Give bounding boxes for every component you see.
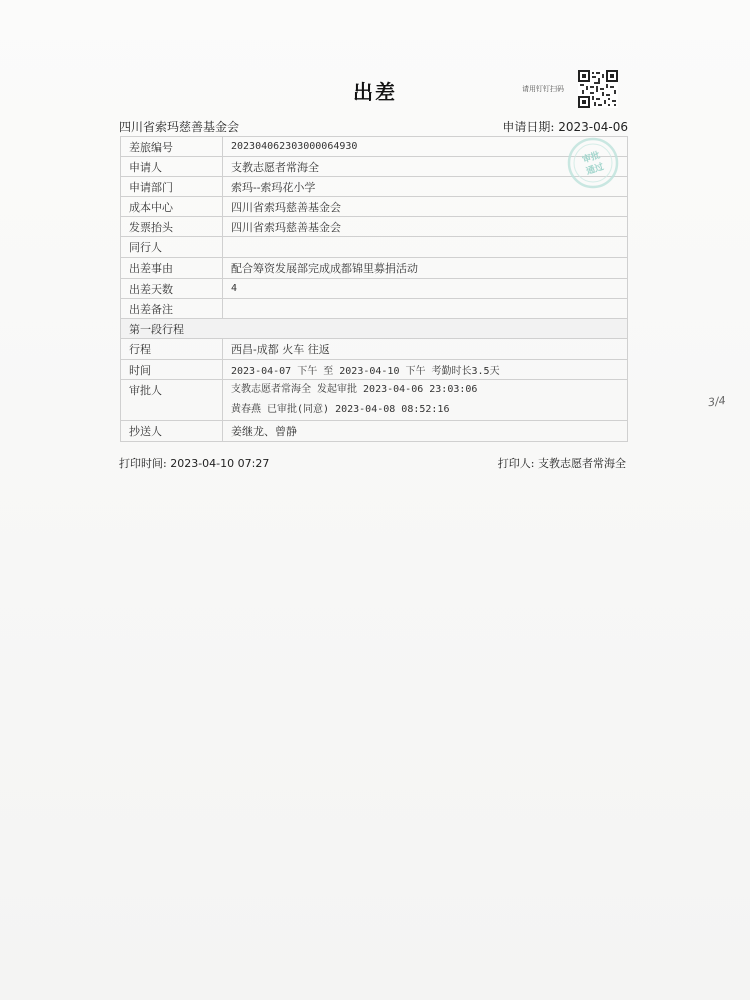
time-value: 2023-04-07 下午 至 2023-04-10 下午 考勤时长3.5天	[223, 360, 628, 380]
organization-name: 四川省索玛慈善基金会	[119, 120, 240, 134]
row-value: 索玛--索玛花小学	[223, 177, 628, 197]
table-row	[121, 258, 628, 279]
row-value	[223, 299, 628, 319]
table-row	[121, 421, 628, 442]
segment-title: 第一段行程	[121, 319, 628, 339]
table-row	[121, 217, 628, 237]
stamp-text-1: 审批	[581, 150, 602, 166]
qr-label: 请用钉钉扫码	[522, 85, 564, 93]
approver-line-1: 支教志愿者常海全 发起审批 2023-04-06 23:03:06	[231, 384, 478, 395]
approver-value	[223, 380, 628, 421]
table-row	[121, 137, 628, 157]
row-label: 出差备注	[121, 299, 223, 319]
row-value: 支教志愿者常海全	[223, 157, 628, 177]
row-value: 4	[223, 279, 628, 299]
print-time-label: 打印时间:	[119, 457, 167, 470]
print-time	[119, 455, 269, 471]
time-label: 时间	[121, 360, 223, 380]
table-row	[121, 339, 628, 360]
approved-stamp-icon	[562, 136, 622, 190]
row-value: 202304062303000064930	[223, 137, 628, 157]
table-row	[121, 279, 628, 299]
trip-value: 西昌-成都 火车 往返	[223, 339, 628, 360]
row-value: 四川省索玛慈善基金会	[223, 197, 628, 217]
document-title: 出差	[353, 80, 397, 104]
cc-value: 姜继龙、曾静	[223, 421, 628, 442]
printer-value: 支教志愿者常海全	[538, 457, 626, 470]
table-row	[121, 380, 628, 421]
travel-info-table	[120, 136, 628, 442]
segment-header-row	[121, 319, 628, 339]
printer-label: 打印人:	[497, 457, 535, 470]
row-value: 四川省索玛慈善基金会	[223, 217, 628, 237]
row-label: 申请部门	[121, 177, 223, 197]
row-label: 出差天数	[121, 279, 223, 299]
row-label: 出差事由	[121, 258, 223, 279]
table-row	[121, 360, 628, 380]
row-label: 同行人	[121, 237, 223, 258]
print-time-value: 2023-04-10 07:27	[170, 457, 270, 470]
cc-label: 抄送人	[121, 421, 223, 442]
table-row	[121, 177, 628, 197]
printer	[498, 455, 626, 471]
row-label: 差旅编号	[121, 137, 223, 157]
approver-label: 审批人	[121, 380, 223, 421]
trip-label: 行程	[121, 339, 223, 360]
handwritten-margin-note: 3/4	[707, 393, 727, 410]
table-row	[121, 157, 628, 177]
row-label: 成本中心	[121, 197, 223, 217]
row-value	[223, 237, 628, 258]
row-value: 配合筹资发展部完成成都锦里募捐活动	[223, 258, 628, 279]
apply-date-value: 2023-04-06	[558, 120, 628, 134]
table-row	[121, 299, 628, 319]
table-row	[121, 197, 628, 217]
apply-date-label: 申请日期:	[502, 120, 555, 134]
approver-line-2: 黄春燕 已审批(同意) 2023-04-08 08:52:16	[231, 404, 450, 415]
row-label: 发票抬头	[121, 217, 223, 237]
table-row	[121, 237, 628, 258]
qr-code-icon	[578, 70, 618, 108]
row-label: 申请人	[121, 157, 223, 177]
stamp-text-2: 通过	[585, 162, 606, 178]
apply-date	[502, 118, 628, 135]
